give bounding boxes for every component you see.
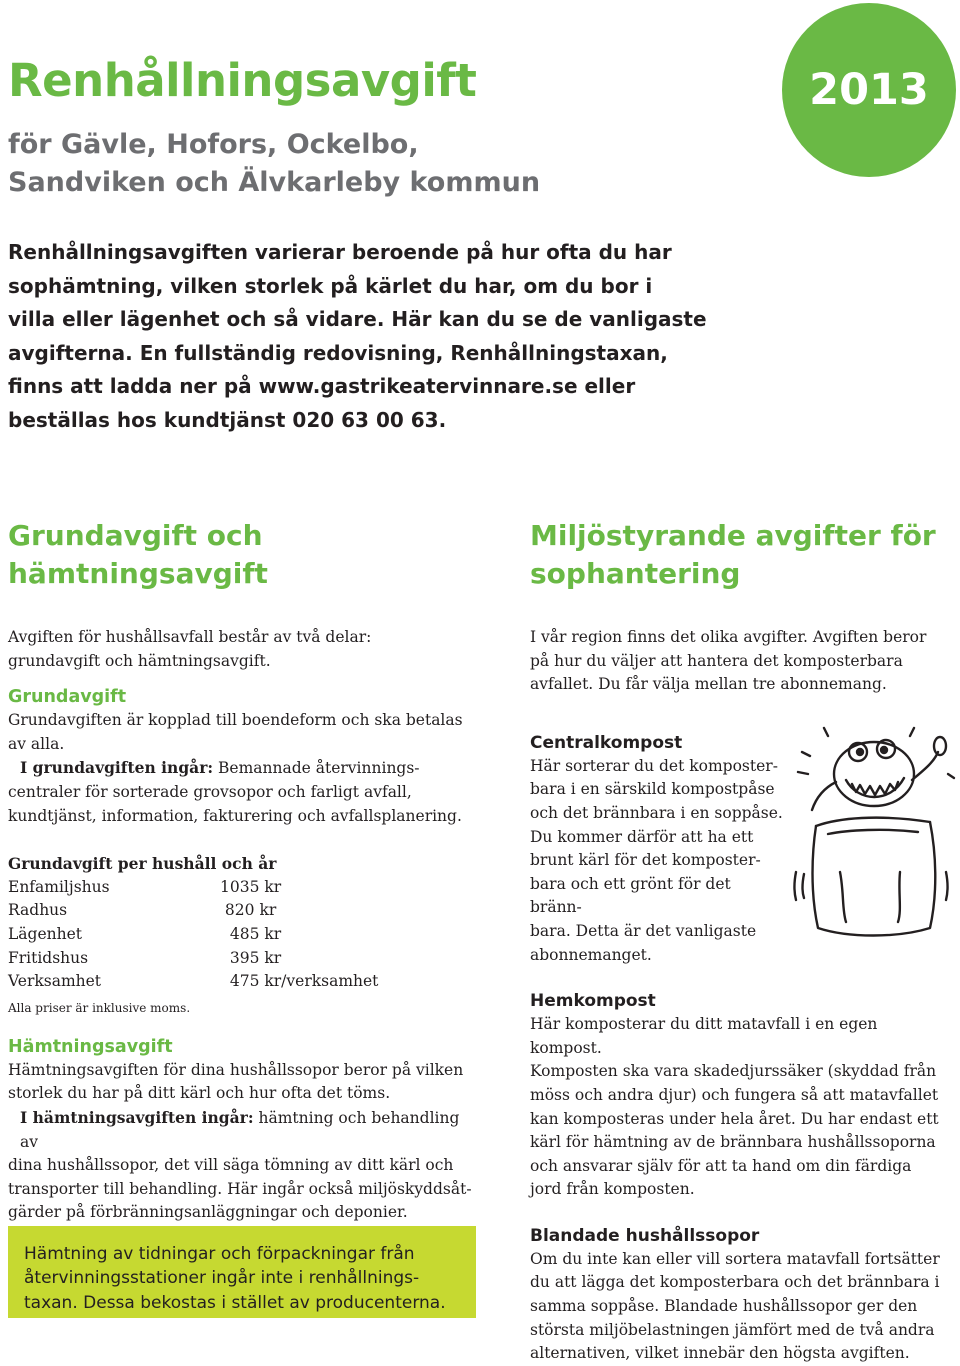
intro-line: beställas hos kundtjänst 020 63 00 63. <box>8 407 447 432</box>
hemkompost-text <box>530 1013 950 1202</box>
box-line: återvinningsstationer ingår inte i renhållnings- <box>24 1268 420 1289</box>
price-label: Verksamhet <box>8 972 102 991</box>
text-line: bara. Detta är det vanligaste <box>530 921 757 940</box>
text-line: Om du inte kan eller vill sortera matavfall fortsätter <box>530 1249 940 1268</box>
text-line: kundtjänst, information, fakturering och avfallsplanering. <box>8 806 462 825</box>
text-line: avfallet. Du får välja mellan tre abonnemang. <box>530 675 887 694</box>
price-value: 395 kr <box>220 948 282 967</box>
hemkompost-heading: Hemkompost <box>530 991 656 1012</box>
price-value: 820 kr <box>220 901 277 920</box>
text-line: och ansvarar själv för att ta hand om din färdiga <box>530 1156 912 1175</box>
text-line: och det brännbara i en soppåse. <box>530 803 783 822</box>
text-line: storlek du har på ditt kärl och hur ofta det töms. <box>8 1084 391 1103</box>
price-row <box>8 970 478 994</box>
price-row <box>8 947 478 971</box>
intro-line: sophämtning, vilken storlek på kärlet du har, om du bor i <box>8 273 653 298</box>
text-line: brunt kärl för det komposter- <box>530 851 761 870</box>
text-line: möss och andra djur) och fungera så att matavfallet <box>530 1085 939 1104</box>
intro-line: Renhållningsavgiften varierar beroende på hur ofta du har <box>8 240 672 264</box>
blandade-text <box>530 1248 950 1366</box>
text-line: bara och ett grönt för det bränn- <box>530 874 731 917</box>
page-title: Renhållningsavgift <box>8 54 477 107</box>
text-line: av alla. <box>8 734 65 753</box>
text-line: grundavgift och hämtningsavgift. <box>8 651 271 670</box>
subtitle-line: Sandviken och Älvkarleby kommun <box>8 167 541 198</box>
text-line: Avgiften för hushållsavfall består av två delar: <box>8 628 372 646</box>
price-value: 485 kr <box>220 924 282 943</box>
hamtningsavgift-text <box>8 1059 478 1225</box>
price-table <box>8 852 478 1017</box>
text-line: Hämtningsavgiften för dina hushållssopor beror på vilken <box>8 1060 464 1079</box>
left-column <box>8 626 478 1225</box>
text-line: dina hushållssopor, det vill säga tömning av ditt kärl och <box>8 1156 454 1175</box>
text-line: Här sorterar du det komposter- <box>530 756 778 775</box>
price-label: Fritidshus <box>8 948 89 967</box>
includes-text: Bemannade återvinnings- <box>213 759 420 778</box>
text-line: du att lägga det komposterbara och det brännbara i <box>530 1273 940 1292</box>
text-line: kärl för hämtning av de brännbara hushållssoporna <box>530 1133 936 1152</box>
text-line: Här komposterar du ditt matavfall i en egen kompost. <box>530 1015 878 1057</box>
box-line: Hämtning av tidningar och förpackningar från <box>24 1244 415 1264</box>
text-line: transporter till behandling. Här ingår också miljöskyddsåt- <box>8 1179 472 1198</box>
text-line: bara i en särskild kompostpåse <box>530 780 775 799</box>
price-value: 1035 kr <box>220 877 282 896</box>
info-box <box>8 1226 476 1318</box>
heading-line: sophantering <box>530 557 741 590</box>
text-line: abonnemanget. <box>530 945 652 964</box>
text-line: samma soppåse. Blandade hushållssopor ger den <box>530 1297 918 1316</box>
text-line: centraler för sorterade grovsopor och farligt avfall, <box>8 782 412 801</box>
centralkompost-heading: Centralkompost <box>530 732 683 753</box>
price-row <box>8 899 478 923</box>
text-line: Komposten ska vara skadedjurssäker (skyddad från <box>530 1062 937 1081</box>
section-heading-fees <box>8 517 428 593</box>
price-value: 475 kr/verksamhet <box>220 972 379 991</box>
text-line: Grundavgiften är kopplad till boendeform och ska betalas <box>8 711 463 730</box>
grundavgift-text <box>8 709 478 828</box>
text-line <box>8 1106 478 1154</box>
price-row <box>8 876 478 900</box>
price-label: Lägenhet <box>8 924 82 943</box>
box-line: taxan. Dessa bekostas i stället av producenterna. <box>24 1292 446 1313</box>
price-label: Radhus <box>8 901 68 920</box>
page-subtitle <box>8 126 540 202</box>
price-note: Alla priser är inklusive moms. <box>8 1000 191 1015</box>
text-line: kan komposteras under hela året. Du har endast ett <box>530 1109 939 1128</box>
price-table-title: Grundavgift per hushåll och år <box>8 854 277 874</box>
centralkompost-text <box>530 755 785 967</box>
includes-text: hämtning och behandling av <box>20 1108 460 1151</box>
lead-text <box>8 626 478 673</box>
heading-line: Grundavgift och <box>8 519 263 552</box>
text-line: Du kommer därför att ha ett <box>530 827 754 846</box>
price-label: Enfamiljshus <box>8 877 110 896</box>
intro-line: finns att ladda ner på www.gastrikeatervinnare.se eller <box>8 374 636 399</box>
intro-paragraph <box>8 236 708 438</box>
year-label: 2013 <box>809 65 929 115</box>
intro-line: avgifterna. En fullständig redovisning, Renhållningstaxan, <box>8 340 668 365</box>
includes-label: I hämtningsavgiften ingår: <box>20 1107 254 1127</box>
grundavgift-heading: Grundavgift <box>8 687 127 708</box>
blandade-heading: Blandade hushållssopor <box>530 1225 760 1246</box>
heading-line: Miljöstyrande avgifter för <box>530 519 936 552</box>
year-badge <box>782 3 956 177</box>
intro-line: villa eller lägenhet och så vidare. Här kan du se de vanligaste <box>8 307 707 332</box>
lead-text <box>530 626 950 697</box>
heading-line: hämtningsavgift <box>8 557 268 590</box>
subtitle-line: för Gävle, Hofors, Ockelbo, <box>8 129 419 160</box>
text-line: alternativen, vilket innebär den högsta avgiften. <box>530 1344 910 1363</box>
text-line: på hur du väljer att hantera det komposterbara <box>530 651 903 670</box>
hamtningsavgift-heading: Hämtningsavgift <box>8 1036 173 1057</box>
text-line: gärder på förbränningsanläggningar och deponier. <box>8 1203 408 1222</box>
text-line: I vår region finns det olika avgifter. Avgiften beror <box>530 628 927 646</box>
includes-label: I grundavgiften ingår: <box>20 758 214 778</box>
text-line: största miljöbelastningen jämfört med de två andra <box>530 1320 935 1339</box>
text-line <box>8 756 478 781</box>
text-line: jord från komposten. <box>530 1180 695 1199</box>
compost-creature-illustration <box>788 722 958 946</box>
price-row <box>8 923 478 947</box>
section-heading-environment <box>530 517 960 593</box>
